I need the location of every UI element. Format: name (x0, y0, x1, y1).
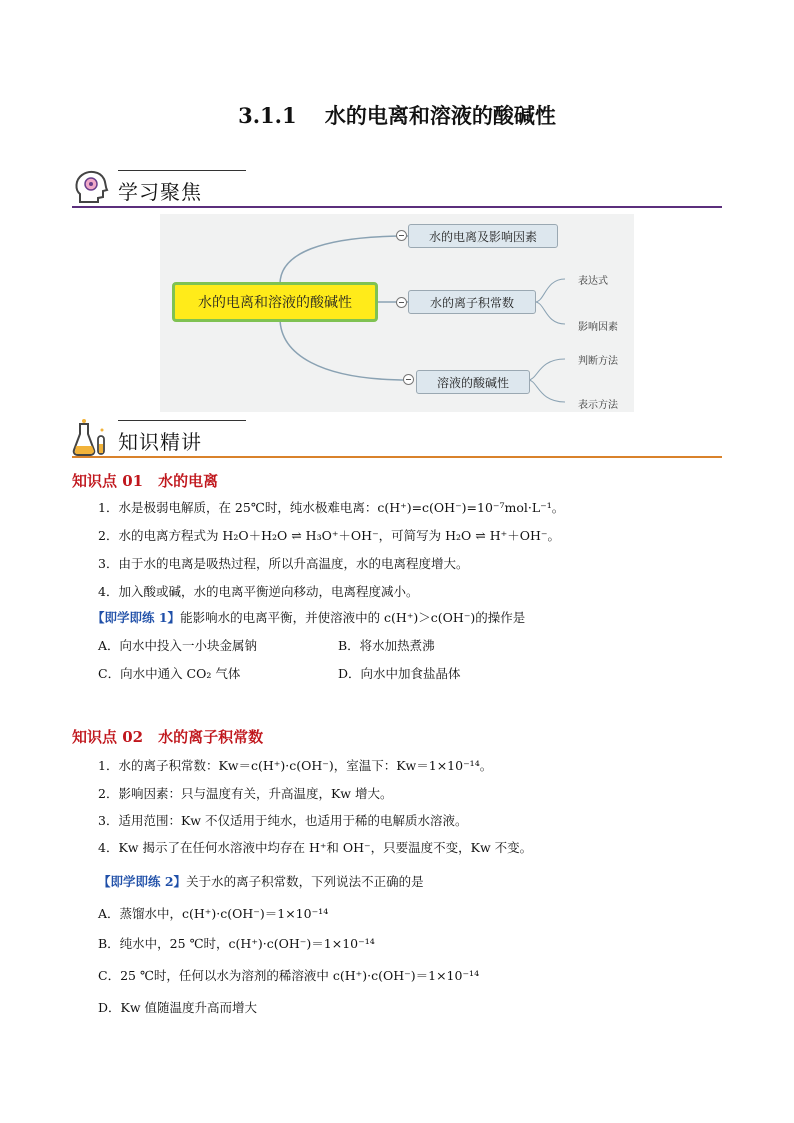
option-d: D．Kw 值随温度升高而增大 (98, 1000, 258, 1015)
kp2-item: 3．适用范围：Kw 不仅适用于纯水，也适用于稀的电解质水溶液。 (98, 813, 468, 828)
kp1-item: 3．由于水的电离是吸热过程，所以升高温度，水的电离程度增大。 (98, 556, 469, 571)
kp2-title: 知识点 02 水的离子积常数 (72, 728, 264, 746)
mind-map-leaf: 表示方法 (578, 400, 618, 411)
collapse-icon[interactable] (396, 230, 407, 241)
mind-map-leaf: 影响因素 (578, 322, 618, 333)
mind-map-node-1: 水的电离及影响因素 (408, 224, 558, 248)
kp1-title: 知识点 01 水的电离 (72, 472, 219, 490)
kp1-practice (92, 610, 525, 626)
mind-map-node-2: 水的离子积常数 (408, 290, 536, 314)
section-title-knowledge: 知识精讲 (118, 430, 202, 454)
option-b: B．纯水中，25 ℃时，c(H⁺)·c(OH⁻)＝1×10⁻¹⁴ (98, 936, 375, 951)
section-divider (72, 456, 722, 458)
mind-map-leaf: 判断方法 (578, 356, 618, 367)
mind-map-leaf: 表达式 (578, 276, 608, 287)
practice-question: 能影响水的电离平衡，并使溶液中的 c(H⁺)＞c(OH⁻)的操作是 (180, 610, 526, 625)
mind-map (160, 214, 634, 412)
head-brain-icon (72, 168, 112, 208)
mind-map-root: 水的电离和溶液的酸碱性 (172, 282, 378, 322)
option-d: D．向水中加食盐晶体 (338, 666, 461, 681)
page-title: 3.1.1 水的电离和溶液的酸碱性 (238, 103, 556, 128)
kp1-item: 1．水是极弱电解质，在 25℃时，纯水极难电离：c(H⁺)=c(OH⁻)=10⁻⁷mol·L⁻¹。 (98, 500, 565, 515)
kp1-item: 4．加入酸或碱，水的电离平衡逆向移动，电离程度减小。 (98, 584, 419, 599)
kp2-item: 4．Kw 揭示了在任何水溶液中均存在 H⁺和 OH⁻，只要温度不变，Kw 不变。 (98, 840, 533, 855)
option-c: C．向水中通入 CO₂ 气体 (98, 666, 241, 681)
kp2-practice (98, 874, 424, 890)
option-b: B．将水加热煮沸 (338, 638, 435, 653)
practice-tag: 【即学即练 1】 (92, 610, 181, 625)
mind-map-node-3: 溶液的酸碱性 (416, 370, 530, 394)
practice-question: 关于水的离子积常数，下列说法不正确的是 (186, 874, 424, 889)
section-header-focus (72, 168, 722, 208)
header-topline (118, 170, 246, 171)
kp2-item: 1．水的离子积常数：Kw＝c(H⁺)·c(OH⁻)，室温下：Kw＝1×10⁻¹⁴。 (98, 758, 493, 773)
kp2-item: 2．影响因素：只与温度有关，升高温度，Kw 增大。 (98, 786, 393, 801)
option-a: A．蒸馏水中，c(H⁺)·c(OH⁻)＝1×10⁻¹⁴ (98, 906, 329, 921)
section-divider (72, 206, 722, 208)
collapse-icon[interactable] (396, 297, 407, 308)
option-a: A．向水中投入一小块金属钠 (98, 638, 258, 653)
section-header-knowledge (72, 418, 722, 458)
option-c: C．25 ℃时，任何以水为溶剂的稀溶液中 c(H⁺)·c(OH⁻)＝1×10⁻¹⁴ (98, 968, 480, 983)
section-title-focus: 学习聚焦 (118, 180, 202, 204)
header-topline (118, 420, 246, 421)
flask-icon (72, 418, 112, 458)
kp1-item: 2．水的电离方程式为 H₂O＋H₂O ⇌ H₃O⁺＋OH⁻，可简写为 H₂O ⇌ H⁺＋OH⁻。 (98, 528, 560, 543)
practice-tag: 【即学即练 2】 (98, 874, 187, 889)
collapse-icon[interactable] (403, 374, 414, 385)
